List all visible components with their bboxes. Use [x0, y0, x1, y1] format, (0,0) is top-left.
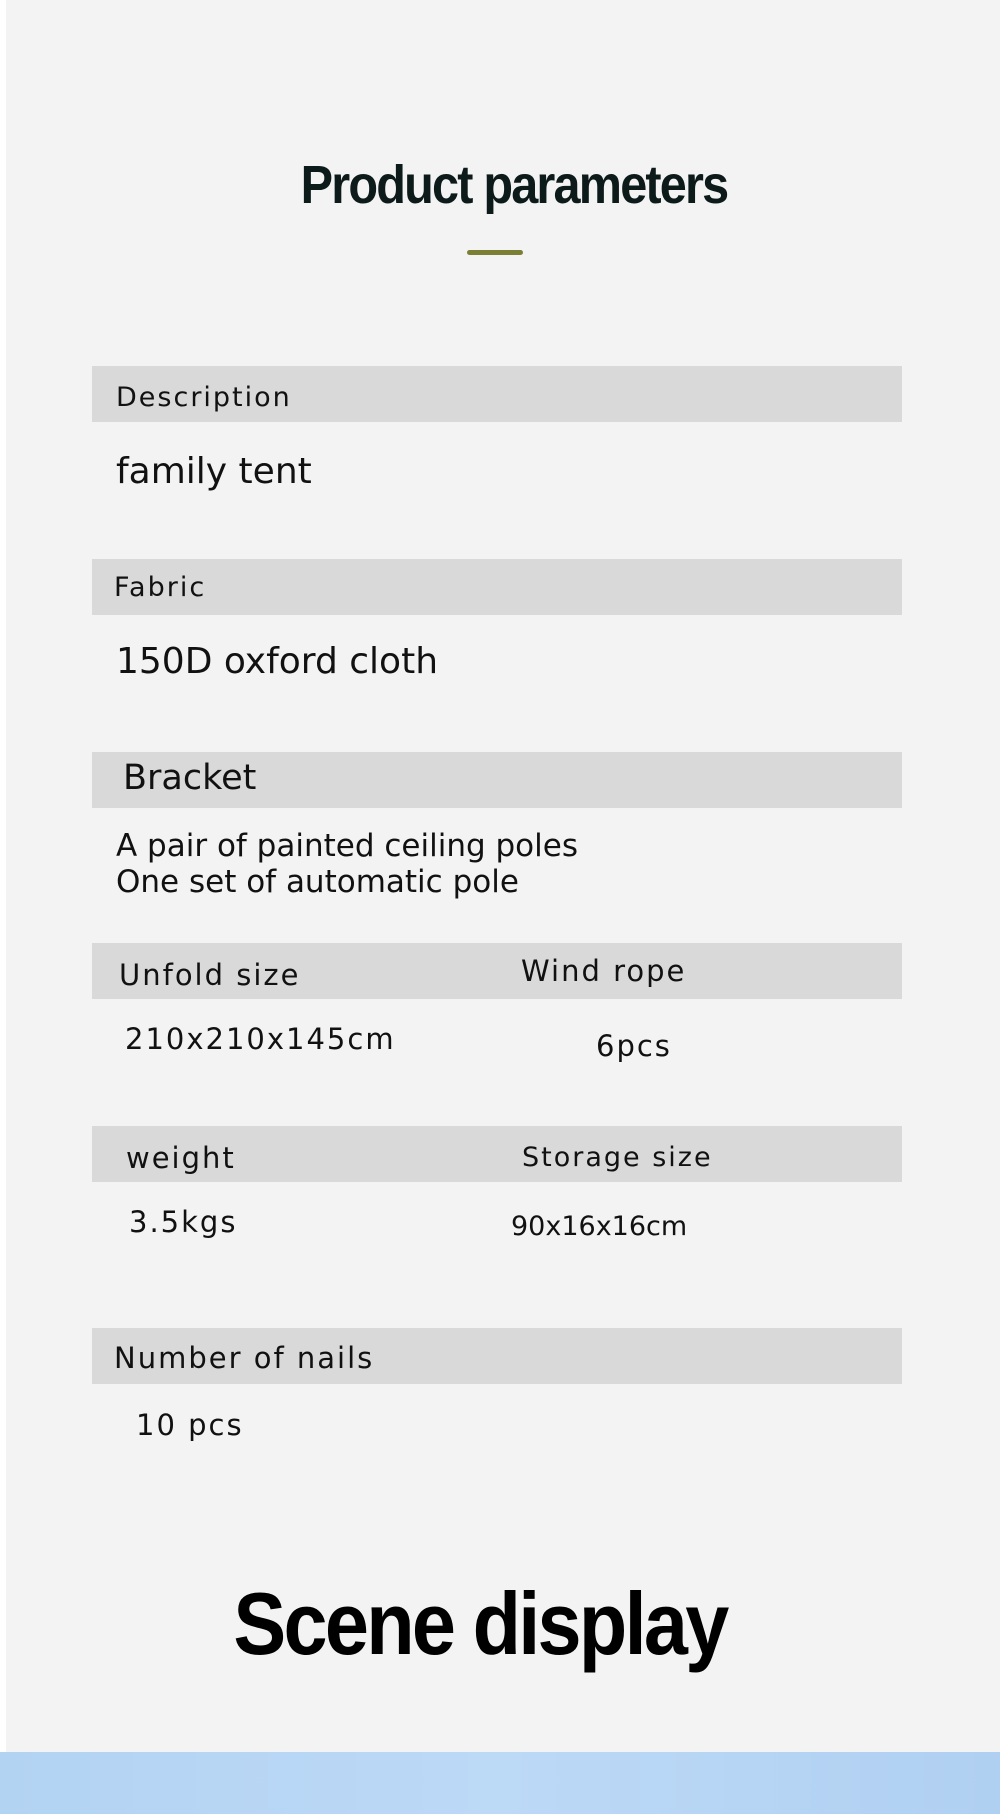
- nails-label: Number of nails: [114, 1341, 375, 1375]
- scene-display-title: Scene display: [233, 1574, 727, 1673]
- bracket-label: Bracket: [123, 758, 257, 798]
- fabric-label: Fabric: [114, 572, 207, 603]
- bracket-line-1: A pair of painted ceiling poles: [116, 828, 578, 864]
- description-label: Description: [116, 382, 292, 413]
- title-underline: [467, 250, 523, 255]
- scene-preview-image: [0, 1752, 1000, 1814]
- unfold-size-label: Unfold size: [119, 958, 301, 992]
- nails-value: 10 pcs: [136, 1408, 244, 1442]
- fabric-label-bar: [92, 559, 902, 615]
- storage-size-value: 90x16x16cm: [511, 1211, 688, 1242]
- unfold-size-value: 210x210x145cm: [125, 1022, 396, 1056]
- wind-rope-value: 6pcs: [596, 1029, 672, 1063]
- description-value: family tent: [116, 451, 312, 492]
- fabric-value: 150D oxford cloth: [116, 641, 439, 682]
- content-panel: [6, 0, 1000, 1814]
- weight-value: 3.5kgs: [129, 1205, 238, 1239]
- wind-rope-label: Wind rope: [521, 954, 687, 988]
- bracket-value: [116, 828, 578, 900]
- weight-label: weight: [126, 1141, 236, 1175]
- page-title: Product parameters: [300, 155, 728, 215]
- storage-size-label: Storage size: [522, 1142, 713, 1173]
- bracket-line-2: One set of automatic pole: [116, 864, 519, 900]
